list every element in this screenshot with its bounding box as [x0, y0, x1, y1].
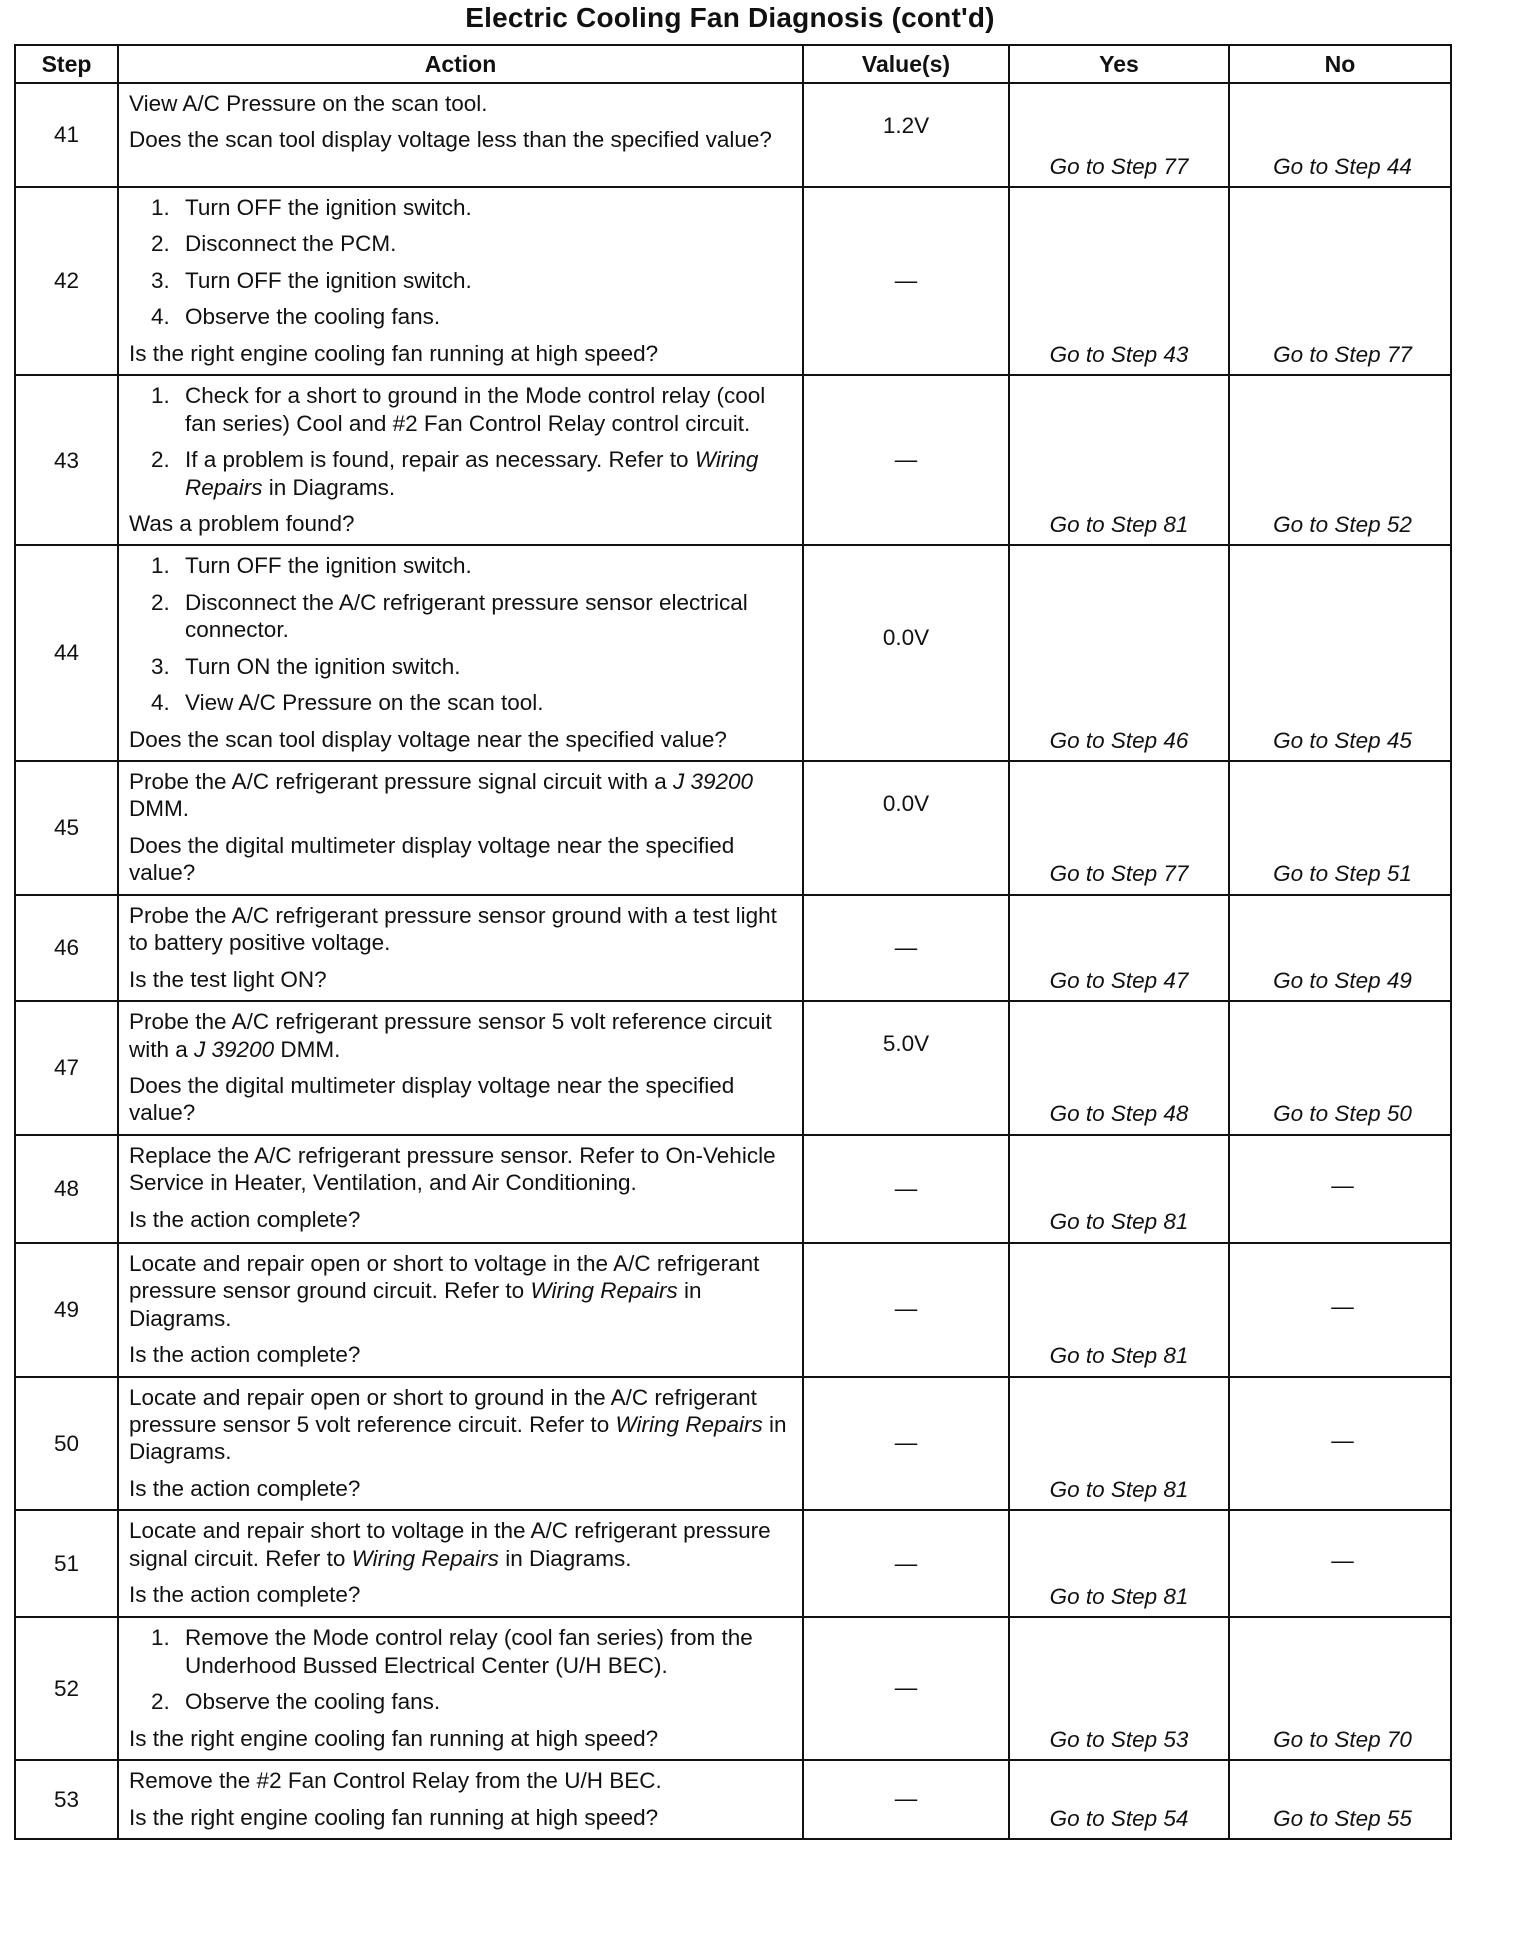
action-cell — [118, 1510, 803, 1617]
no-result: Go to Step 45 — [1229, 545, 1451, 761]
value-cell: — — [803, 187, 1009, 375]
header-no: No — [1229, 45, 1451, 83]
step-number: 53 — [15, 1760, 118, 1839]
table-header-row — [15, 45, 1451, 83]
header-step: Step — [15, 45, 118, 83]
no-result: Go to Step 70 — [1229, 1617, 1451, 1760]
value-cell: — — [803, 1377, 1009, 1511]
action-question: Is the right engine cooling fan running at high speed? — [129, 1804, 659, 1830]
no-result: Go to Step 50 — [1229, 1001, 1451, 1135]
action-cell — [118, 1377, 803, 1511]
yes-result: Go to Step 77 — [1009, 83, 1229, 187]
action-list-item: 2. Disconnect the A/C refrigerant pressure sensor electrical connector. — [151, 589, 748, 643]
action-cell — [118, 761, 803, 895]
action-question: Is the action complete? — [129, 1475, 361, 1501]
action-question: Is the action complete? — [129, 1582, 361, 1608]
action-list-item: 1. Remove the Mode control relay (cool fan series) from the Underhood Bussed Electrical Center (U/H BEC). — [151, 1625, 753, 1678]
action-list-item: 2. Observe the cooling fans. — [151, 1689, 441, 1715]
action-list-item: 3. Turn ON the ignition switch. — [151, 653, 461, 679]
value-cell: — — [803, 375, 1009, 545]
value-cell: — — [803, 1243, 1009, 1377]
action-cell — [118, 895, 803, 1001]
action-list-item: 1. Turn OFF the ignition switch. — [151, 195, 472, 220]
action-question: Is the right engine cooling fan running at high speed? — [129, 1725, 659, 1751]
action-text: Probe the A/C refrigerant pressure sensor 5 volt reference circuit with a J 39200 DMM. — [129, 1009, 772, 1062]
action-question: Does the digital multimeter display voltage near the specified value? — [129, 1072, 735, 1126]
step-number: 46 — [15, 895, 118, 1001]
action-question: Does the scan tool display voltage near the specified value? — [129, 726, 727, 752]
no-result: Go to Step 49 — [1229, 895, 1451, 1001]
table-row — [15, 545, 1451, 761]
yes-result: Go to Step 81 — [1009, 1510, 1229, 1617]
no-result: — — [1229, 1510, 1451, 1617]
action-list-item: 3. Turn OFF the ignition switch. — [151, 267, 472, 293]
value-cell: — — [803, 1510, 1009, 1617]
table-row — [15, 187, 1451, 375]
action-text: Replace the A/C refrigerant pressure sensor. Refer to On-Vehicle Service in Heater, Ventilation, and Air Conditioning. — [129, 1142, 776, 1196]
header-values: Value(s) — [803, 45, 1009, 83]
yes-result: Go to Step 43 — [1009, 187, 1229, 375]
step-number: 44 — [15, 545, 118, 761]
table-row — [15, 1377, 1451, 1511]
action-cell — [118, 83, 803, 187]
action-text: View A/C Pressure on the scan tool. — [129, 91, 488, 116]
no-result: Go to Step 51 — [1229, 761, 1451, 895]
action-cell — [118, 375, 803, 545]
action-question: Was a problem found? — [129, 510, 355, 536]
table-row — [15, 1243, 1451, 1377]
step-number: 42 — [15, 187, 118, 375]
value-cell: 1.2V — [803, 83, 1009, 187]
action-cell — [118, 1135, 803, 1243]
action-question: Is the action complete? — [129, 1342, 361, 1368]
action-text: Remove the #2 Fan Control Relay from the U/H BEC. — [129, 1768, 662, 1794]
action-cell — [118, 1760, 803, 1839]
no-result: Go to Step 52 — [1229, 375, 1451, 545]
value-cell: — — [803, 895, 1009, 1001]
value-cell: — — [803, 1135, 1009, 1243]
no-result: Go to Step 77 — [1229, 187, 1451, 375]
table-row — [15, 895, 1451, 1001]
table-row — [15, 761, 1451, 895]
page-title: Electric Cooling Fan Diagnosis (cont'd) — [465, 2, 995, 33]
action-question: Does the digital multimeter display voltage near the specified value? — [129, 832, 735, 886]
action-cell — [118, 1617, 803, 1760]
step-number: 48 — [15, 1135, 118, 1243]
action-text: Locate and repair short to voltage in the A/C refrigerant pressure signal circuit. Refer to Wiring Repairs in Diagrams. — [129, 1518, 771, 1571]
yes-result: Go to Step 54 — [1009, 1760, 1229, 1839]
no-result: Go to Step 55 — [1229, 1760, 1451, 1839]
table-row — [15, 83, 1451, 187]
value-cell: 0.0V — [803, 761, 1009, 895]
yes-result: Go to Step 81 — [1009, 1377, 1229, 1511]
action-text: Locate and repair open or short to ground in the A/C refrigerant pressure sensor 5 volt reference circuit. Refer to Wiring Repairs in Diagrams. — [129, 1384, 787, 1465]
step-number: 49 — [15, 1243, 118, 1377]
value-cell: — — [803, 1760, 1009, 1839]
table-row — [15, 375, 1451, 545]
action-list-item: 2. Disconnect the PCM. — [151, 231, 397, 257]
table-row — [15, 1135, 1451, 1243]
step-number: 45 — [15, 761, 118, 895]
header-action: Action — [118, 45, 803, 83]
value-cell: 0.0V — [803, 545, 1009, 761]
step-number: 50 — [15, 1377, 118, 1511]
action-text: Probe the A/C refrigerant pressure signal circuit with a J 39200 DMM. — [129, 769, 754, 822]
action-list-item: 1. Check for a short to ground in the Mode control relay (cool fan series) Cool and #2 Fan Control Relay control circuit. — [151, 383, 766, 436]
action-list-item: 4. Observe the cooling fans. — [151, 304, 441, 330]
yes-result: Go to Step 81 — [1009, 1243, 1229, 1377]
action-cell — [118, 545, 803, 761]
no-result: — — [1229, 1243, 1451, 1377]
action-question: Is the action complete? — [129, 1206, 361, 1232]
action-question: Is the test light ON? — [129, 966, 327, 992]
yes-result: Go to Step 47 — [1009, 895, 1229, 1001]
step-number: 41 — [15, 83, 118, 187]
yes-result: Go to Step 81 — [1009, 375, 1229, 545]
action-question: Is the right engine cooling fan running at high speed? — [129, 340, 659, 366]
step-number: 51 — [15, 1510, 118, 1617]
no-result: — — [1229, 1377, 1451, 1511]
action-text: Locate and repair open or short to voltage in the A/C refrigerant pressure sensor ground circuit. Refer to Wiring Repairs in Diagrams. — [129, 1250, 760, 1331]
action-list-item: 4. View A/C Pressure on the scan tool. — [151, 690, 544, 716]
action-cell — [118, 187, 803, 375]
action-cell — [118, 1001, 803, 1135]
table-row — [15, 1001, 1451, 1135]
table-row — [15, 1617, 1451, 1760]
table-row — [15, 1510, 1451, 1617]
step-number: 47 — [15, 1001, 118, 1135]
step-number: 43 — [15, 375, 118, 545]
value-cell: 5.0V — [803, 1001, 1009, 1135]
diagnosis-table — [14, 44, 1452, 1840]
table-row — [15, 1760, 1451, 1839]
yes-result: Go to Step 53 — [1009, 1617, 1229, 1760]
yes-result: Go to Step 77 — [1009, 761, 1229, 895]
no-result: Go to Step 44 — [1229, 83, 1451, 187]
step-number: 52 — [15, 1617, 118, 1760]
action-question: Does the scan tool display voltage less than the specified value? — [129, 127, 772, 153]
yes-result: Go to Step 46 — [1009, 545, 1229, 761]
value-cell: — — [803, 1617, 1009, 1760]
yes-result: Go to Step 81 — [1009, 1135, 1229, 1243]
header-yes: Yes — [1009, 45, 1229, 83]
no-result: — — [1229, 1135, 1451, 1243]
action-list-item: 1. Turn OFF the ignition switch. — [151, 553, 472, 579]
yes-result: Go to Step 48 — [1009, 1001, 1229, 1135]
action-list-item: 2. If a problem is found, repair as necessary. Refer to Wiring Repairs in Diagrams. — [151, 447, 759, 500]
action-text: Probe the A/C refrigerant pressure sensor ground with a test light to battery positive voltage. — [129, 902, 777, 956]
action-cell — [118, 1243, 803, 1377]
